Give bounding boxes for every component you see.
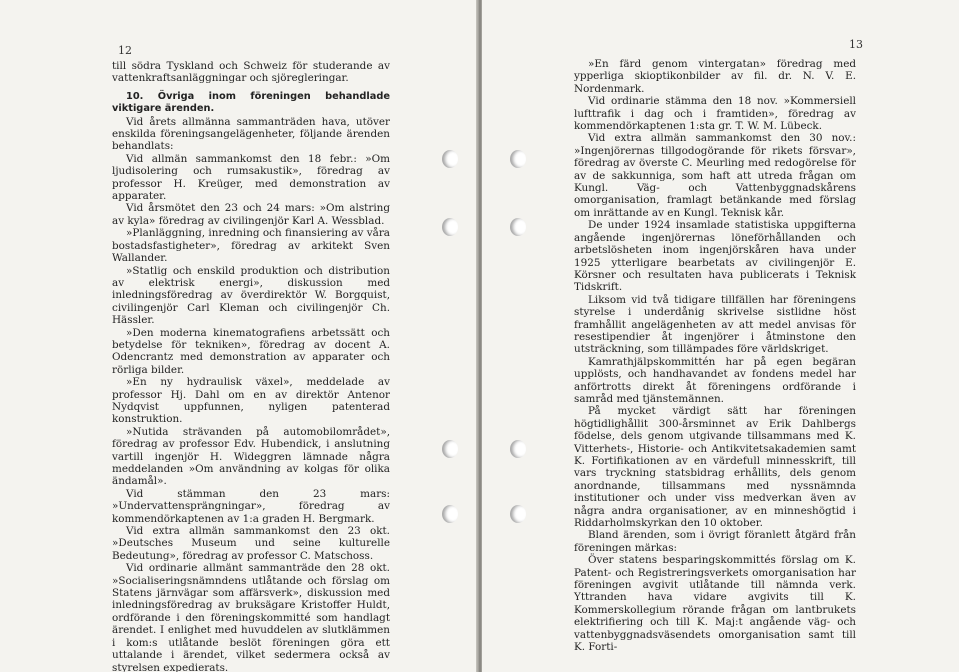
paragraph: Bland ärenden, som i övrigt föranlett åtgärd från föreningen märkas: [574,529,856,554]
paragraph: »Planläggning, inredning och finansiering av våra bostadsfastigheter», föredrag av arkitekt Sven Wallander. [112,227,390,265]
paragraph: Vid allmän sammankomst den 18 febr.: »Om ljudisolering och rumsakustik», föredrag av professor H. Kreüger, med demonstration av apparater. [112,152,390,203]
paragraph: till södra Tyskland och Schweiz för studerande av vattenkraftsanläggningar och sjöregleringar. [112,60,390,85]
right-page [482,0,959,672]
paragraph: Vid årets allmänna sammanträden hava, utöver enskilda föreningsangelägenheter, följande ärenden behandlats: [112,115,390,153]
paragraph: Vid ordinarie allmänt sammanträde den 28 okt. »Socialiseringsnämndens utlåtande och förslag om Statens järnvägar som affärsverk», diskussion med inledningsföredrag av bruksägare Kristoffer Huldt, ordförande i den föreningskommitté som handlagt ärendet. I enlighet med huvuddelen av slutklämmen i kom:s utlåtande beslöt föreningen göra ett uttalande i ärendet, vilket sedermera också av styrelsen expedierats. [112,562,390,672]
punch-hole [442,505,458,523]
punch-hole [442,218,458,236]
punch-hole [510,218,526,236]
paragraph: På mycket värdigt sätt har föreningen högtidlighållit 300-årsminnet av Erik Dahlbergs födelse, dels genom utgivande tillsammans med K. Vitterhets-, Historie- och Antikvitetsakademien samt K. Fortifikationen av en värdefull minnesskrift, till vars tryckning statsbidrag erhållits, dels genom anordnande, tillsammans med nyssnämnda institutioner och under viss medverkan även av några andra organisationer, av en minneshögtid i Riddarholmskyrkan den 10 oktober. [574,405,856,530]
right-text-column [574,58,856,654]
left-page [0,0,478,672]
paragraph: De under 1924 insamlade statistiska uppgifterna angående ingenjörernas löneförhållanden och arbetslösheten inom ingenjörskåren hava under 1925 ytterligare bearbetats av civilingenjör E. Körsner och resultaten hava publicerats i Teknisk Tidskrift. [574,219,856,294]
punch-hole [442,440,458,458]
page-number: 13 [849,38,863,51]
paragraph: »En färd genom vintergatan» föredrag med ypperliga skioptikonbilder av fil. dr. N. V. E. Nordenmark. [574,58,856,95]
paragraph: »Nutida strävanden på automobilområdet», föredrag av professor Edv. Hubendick, i anslutning vartill ingenjör H. Wideggren lämnade några meddelanden »Om användning av kolgas för olika ändamål». [112,425,390,488]
paragraph: Vid stämman den 23 mars: »Undervattensprängningar», föredrag av kommendörkaptenen av 1:a graden H. Bergmark. [112,487,390,525]
punch-hole [442,150,458,168]
paragraph: »Den moderna kinematografiens arbetssätt och betydelse för tekniken», föredrag av docent A. Odencrantz med demonstration av apparater och rörliga bilder. [112,326,390,376]
page-number: 12 [118,44,132,57]
paragraph: Vid årsmötet den 23 och 24 mars: »Om alstring av kyla» föredrag av civilingenjör Karl A. Wessblad. [112,202,390,227]
paragraph: Liksom vid två tidigare tillfällen har föreningens styrelse i underdånig skrivelse sistlidne höst framhållit angelägenheten av att medel anvisas för resestipendier åt ingenjörer i åtminstone den utsträckning, som tillämpades före världskriget. [574,293,856,356]
punch-hole [510,505,526,523]
paragraph: Vid extra allmän sammankomst den 30 nov.: »Ingenjörernas tillgodogörande för rikets försvar», föredrag av överste C. Meurling med redogörelse för av de sakkunniga, som haft att utreda frågan om Kungl. Väg- och Vattenbyggnadskårens omorganisation, framlagt betänkande med förslag om inrättande av en Kungl. Teknisk kår. [574,132,856,219]
paragraph: Över statens besparingskommittés förslag om K. Patent- och Registreringsverkets omorganisation har föreningen avgivit utlåtande till nämnda verk. Yttranden hava vidare avgivits till K. Kommerskollegium rörande frågan om lantbrukets elektrifiering och till K. Maj:t angående väg- och vattenbyggnadsväsendets omorganisation samt till K. Forti- [574,554,856,654]
paragraph: Vid extra allmän sammankomst den 23 okt. »Deutsches Museum und seine kulturelle Bedeutung», föredrag av professor C. Matschoss. [112,525,390,562]
paragraph: Vid ordinarie stämma den 18 nov. »Kommersiell lufttrafik i dag och i framtiden», föredrag av kommendörkaptenen 1:sta gr. T. W. M. Lübeck. [574,95,856,133]
paragraph: »En ny hydraulisk växel», meddelade av professor Hj. Dahl om en av direktör Antenor Nydqvist uppfunnen, nyligen patenterad konstruktion. [112,376,390,426]
punch-hole [510,150,526,168]
paragraph: »Statlig och enskild produktion och distribution av elektrisk energi», diskussion med inledningsföredrag av överdirektör W. Borgquist, civilingenjör Carl Kleman och civilingenjör Ch. Hässler. [112,264,390,327]
paragraph: Kamrathjälpskommittén har på egen begäran upplösts, och handhavandet av fondens medel har anförtrotts direkt åt föreningens ordförande i samråd med tjänstemännen. [574,355,856,405]
section-heading: 10. Övriga inom föreningen behandlade viktigare ärenden. [112,90,390,115]
left-text-column [112,60,390,672]
punch-hole [510,440,526,458]
